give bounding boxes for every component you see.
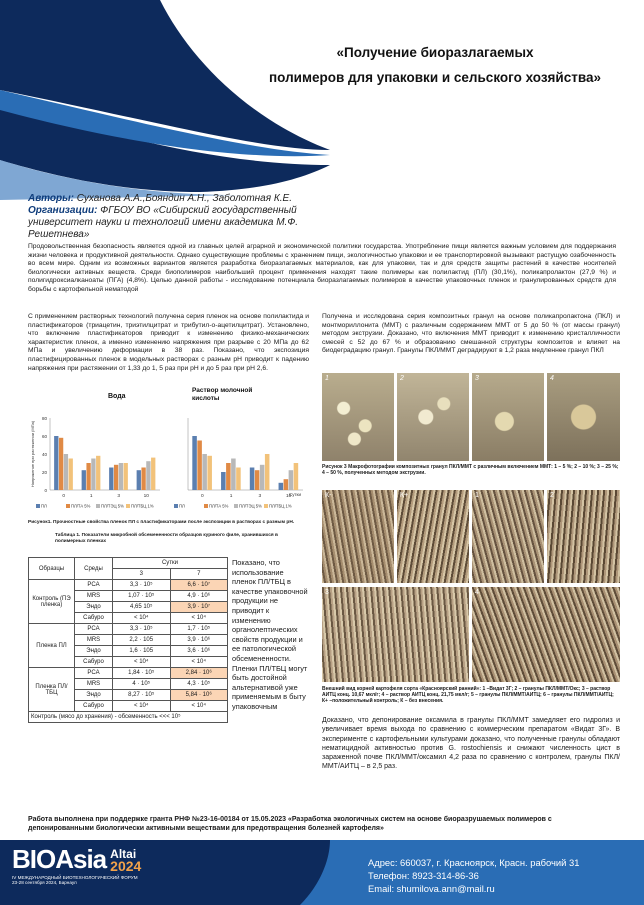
root-photo-kneg: [322, 490, 394, 583]
chart-bar: [119, 463, 123, 490]
chart-legend-swatch: [264, 504, 268, 508]
chart-bar: [54, 436, 58, 490]
table-cell-day3: < 10⁴: [113, 701, 171, 712]
chart-bar: [260, 465, 265, 490]
logo-bioasia: BIOAsia: [12, 844, 107, 874]
table-cell-medium: PCA: [75, 580, 113, 591]
chart-xtick-label: 10: [143, 494, 149, 499]
table-cell-day7: < 10⁴: [170, 657, 228, 668]
chart-legend-label: ПЛ: [179, 503, 185, 509]
chart-xlabel: Сутки: [288, 492, 301, 497]
chart-bar: [69, 459, 73, 491]
chart-legend-label: ПЛ/ТЭЦ 5%: [101, 503, 124, 509]
th-samples: Образцы: [29, 558, 75, 580]
chart-bar: [207, 456, 212, 490]
granule-photo-1: [322, 373, 394, 461]
chart-bar: [64, 454, 68, 490]
th-day3: 3: [113, 569, 171, 580]
root-label-1: 1: [475, 492, 479, 499]
table-cell-medium: Сабуро: [75, 701, 113, 712]
table-cell-day3: 8,27 · 10⁵: [113, 690, 171, 701]
chart-bar: [289, 470, 294, 490]
chart-bar: [192, 436, 197, 490]
root-photo-4: [472, 587, 620, 682]
tensile-strength-charts: [28, 380, 309, 520]
contact-phone: Телефон: 8923-314-86-36: [368, 870, 479, 881]
table-cell-day3: 4 · 10⁵: [113, 679, 171, 690]
table-cell-day7: 3,6 · 10⁶: [170, 646, 228, 657]
chart-xtick-label: 10: [285, 494, 292, 499]
root-label-3: 3: [325, 589, 329, 596]
th-day7: 7: [170, 569, 228, 580]
forum-dates: 23-28 сентября 2024, Барнаул: [12, 880, 77, 885]
table-group-name: Пленка ПЛ: [29, 624, 75, 668]
chart-legend-swatch: [174, 504, 178, 508]
chart-title: Раствор молочной кислоты: [192, 387, 253, 402]
table-cell-day3: 1,84 · 10⁵: [113, 668, 171, 679]
table-cell-day3: 1,07 · 10⁵: [113, 591, 171, 602]
table-cell-day7: 4,3 · 10⁵: [170, 679, 228, 690]
table-cell-medium: MRS: [75, 679, 113, 690]
table-cell-day7: < 10⁴: [170, 701, 228, 712]
root-photo-3: [322, 587, 469, 682]
chart-bar: [226, 463, 231, 490]
table-cell-day7: 6,6 · 10⁷: [170, 580, 228, 591]
table-cell-day7: 5,84 · 10⁶: [170, 690, 228, 701]
granule-photo-3: [472, 373, 544, 461]
chart-ytick-label: 80: [41, 416, 47, 421]
chart-legend-swatch: [234, 504, 238, 508]
forum-logo: [12, 846, 232, 885]
table-cell-day7: 2,84 · 10⁶: [170, 668, 228, 679]
table-cell-medium: Сабуро: [75, 657, 113, 668]
root-photo-2: [547, 490, 620, 583]
chart-legend-swatch: [36, 504, 40, 508]
table-cell-medium: PCA: [75, 668, 113, 679]
chart-bar: [124, 463, 128, 490]
chart-bar: [236, 468, 241, 491]
chart-legend-label: ПЛ/ТБЦ 1%: [269, 503, 292, 509]
title-line-1: «Получение биоразлагаемых: [336, 45, 534, 60]
table-group-name: Пленка ПЛ/ТБЦ: [29, 668, 75, 712]
intro-paragraph: Продовольственная безопасность является одной из главных целей аграрной и экономической политики государства. Употребление пищи является важным условием для поддержания жизни человека и продуктивной деятельности. Однако существующие проблемы с хранением пищи, экологичностью упаковки и ее транспортировкой вызывают растущую озабоченность во всем мире. Одним из возможных вариантов является разработка биоразлагаемых материалов, как для упаковки, так и для средств защиты растений в качестве носителей биологически активных веществ. Среди биополимеров наибольший процент применения находят такие полимеры как полилактид (ПЛ) (30,1%), поликапролактон (27,9 %) и полигидроксиалканоаты (ПГА) (4,8%). Целью данной работы - исследование потенциала биоразлагаемых полимеров в качестве упаковочных пленок и гранулированных средств для борьбы с картофельной нематодой: [28, 243, 616, 293]
chart-bar: [221, 472, 226, 490]
funding-note: Работа выполнена при поддержке гранта РНФ №23-16-00184 от 15.05.2023 «Разработка экологичных систем на основе биоразрушаемых полимеров с депонированными биологически активными веществами для предотвращения болезней картофеля»: [28, 816, 552, 832]
table-cell-day3: < 10⁴: [113, 657, 171, 668]
chart-ylabel: Напряжение при растяжении (МПа): [30, 420, 35, 488]
root-label-4: 4: [475, 589, 479, 596]
table-cell-medium: MRS: [75, 591, 113, 602]
granule-label-3: 3: [475, 375, 479, 382]
logo-altai: Altai: [110, 847, 137, 861]
chart-ytick-label: 0: [44, 488, 47, 493]
chart-xtick-label: 3: [258, 494, 262, 499]
root-photo-kpos: [397, 490, 469, 583]
table-cell-day7: 1,7 · 10⁵: [170, 624, 228, 635]
chart-legend-label: ПЛ/ТБЦ 1%: [131, 503, 154, 509]
table-cell-day7: 4,9 · 10⁶: [170, 591, 228, 602]
contact-block: [368, 856, 638, 895]
poster-title: [250, 40, 620, 90]
chart-legend-label: ПЛ/ТЭЦ 5%: [239, 503, 262, 509]
chart-legend-label: ПЛ: [41, 503, 47, 509]
chart-bar: [141, 468, 145, 491]
chart-xtick-label: 3: [117, 494, 121, 499]
chart-bar: [255, 470, 260, 490]
microbial-table: [28, 557, 228, 723]
title-line-2: полимеров для упаковки и сельского хозяйства»: [269, 70, 601, 85]
right-paragraph: Получена и исследована серия композитных гранул на основе поликапролактона (ПКЛ) и монтмориллонита (ММТ) с различным содержанием ММТ от 5 до 50 % (от массы гранул) методом экструзии. Доказано, что включения ММТ приводит к изменению кристалличности смесей с 52 до 67 % и образованию смешанной структуры композитов и влияет на биодеградацию гранул. Гранулы ПКЛ/ММТ деградируют в 1,2 раза медленнее гранул ПКЛ: [322, 313, 620, 355]
table-caption: Таблица 1. Показатели микробной обсемененности образцов куриного филе, хранившихся в полимерных пленках: [55, 533, 278, 544]
side-paragraph: Показано, что использование пленок ПЛ/ТБЦ в качестве упаковочной продукции не приводит к изменению органолептических свойств продукции и ее патологической обсемененности. Пленки ПЛ/ТБЦ могут быть достойной альтернативой уже применяемым в быту упаковочным: [232, 558, 308, 711]
org-label: Организации:: [28, 205, 98, 216]
chart-bar: [197, 441, 202, 491]
table-cell-day7: 3,9 · 10⁶: [170, 635, 228, 646]
chart-xtick-label: 0: [62, 494, 66, 499]
granule-label-4: 4: [550, 375, 554, 382]
chart-bar: [114, 465, 118, 490]
granule-photo-2: [397, 373, 469, 461]
chart-bar: [86, 463, 90, 490]
table-cell-day3: 3,3 · 10⁵: [113, 624, 171, 635]
bottom-paragraph: Доказано, что депонирование оксамила в гранулы ПКЛ/ММТ замедляет его гидролиз и увеличивает время выхода по сравнению с коммерческим препаратом «Видат 3Г». В эксперименте с картофельными культурами доказано, что полученные гранулы обладают нематицидной активностью против G. rostochiensis и снижают численность цист в зараженной почве ПКЛ/ММТ/оксамил 4,2 раза по сравнению с контролем, гранулы ПКЛ/ММТ/АИТЦ – в 2,5 раз.: [322, 717, 620, 771]
org-value: ФГБОУ ВО «Сибирский государственный университет науки и технологий имени академика М.Ф. Решетнева»: [28, 205, 299, 240]
chart-ytick-label: 20: [41, 470, 47, 475]
contact-address: Адрес: 660037, г. Красноярск, Красн. рабочий 31: [368, 857, 580, 868]
contact-email[interactable]: Email: shumilova.ann@mail.ru: [368, 883, 495, 894]
chart-ytick-label: 40: [41, 452, 47, 457]
chart-bar: [137, 470, 141, 490]
table-cell-day7: 3,9 · 10⁷: [170, 602, 228, 613]
chart-bar: [265, 454, 270, 490]
table-cell-day3: 1,6 · 105: [113, 646, 171, 657]
th-days: Сутки: [113, 558, 228, 569]
table-group-name: Контроль (ПЭ пленка): [29, 580, 75, 624]
chart-xtick-label: 1: [89, 494, 93, 499]
table-footnote: Контроль (мясо до хранения) - обсеменность <<< 10⁵: [29, 712, 228, 723]
left-paragraph: С применением растворных технологий получена серия пленок на основе полилактида и пластификаторов (триацетин, триэтилцитрат и трибутил-о-ацетилцитрат). Установлено, что включение пластификаторов приводит к изменению физико-механических характеристик пленок, а именно изменению напряжения при разрыве с 20 МПа до 62 МПа и увеличению деформации в 38 раз. Показано, что экспозиция пластифицированных пленок в модельных растворах с разным pH приводит к падению напряжения при растяжении от 1,33 до 1, 5 раз при pH и до 5 раз при pH 2,6.: [28, 313, 309, 372]
chart-bar: [250, 468, 255, 491]
table-cell-medium: Эндо: [75, 602, 113, 613]
table-row: [29, 580, 228, 591]
chart-bar: [59, 438, 63, 490]
root-label-kneg: К-: [325, 492, 332, 499]
root-photo-1: [472, 490, 544, 583]
chart-legend-swatch: [204, 504, 208, 508]
table-cell-day3: 3,3 · 10⁵: [113, 580, 171, 591]
granule-photos: [322, 373, 620, 461]
header-swoosh: [0, 0, 644, 200]
authors-label: Авторы:: [28, 193, 74, 204]
table-cell-medium: Эндо: [75, 690, 113, 701]
chart-bar: [146, 461, 150, 490]
logo-year: 2024: [110, 858, 142, 874]
chart-bar: [109, 468, 113, 491]
chart-bar: [231, 459, 236, 491]
table-cell-day3: < 10⁴: [113, 613, 171, 624]
chart-bar: [294, 463, 299, 490]
roots-caption: Внешний вид корней картофеля сорта «Красноярский ранний»: 1 –Видат 3Г; 2 – гранулы ПКЛ/ММТ/Окс; 3 – раствор АИТЦ конц. 10,67 мкл/г; 4 – раствор АИТЦ конц. 21,75 мкл/г; 5 – гранулы ПКЛ/ММТ/АИТЦ; 6 – гранулы ПКЛ/ММТ/АИТЦ; К+ –положительный контроль; К – без внесения.: [322, 686, 614, 704]
chart-legend-label: ПЛ/ТА 5%: [209, 503, 229, 509]
granule-label-2: 2: [400, 375, 404, 382]
chart-legend-label: ПЛ/ТА 5%: [71, 503, 91, 509]
table-cell-medium: PCA: [75, 624, 113, 635]
chart-ytick-label: 60: [41, 434, 47, 439]
root-photos: [322, 490, 620, 682]
figure1-caption: Рисунок1. Прочностные свойства пленок ПЛ с пластификаторами после экспозиции в растворах с разным pH.: [28, 520, 295, 525]
chart-legend-swatch: [66, 504, 70, 508]
granule-photo-4: [547, 373, 620, 461]
chart-bar: [284, 479, 289, 490]
figure3-caption: Рисунок 3 Макрофотографии композитных гранул ПКЛ/ММТ с различным включением ММТ: 1 – 5 %; 2 – 10 %; 3 – 25 %; 4 – 50 %, полученных методом экструзии.: [322, 464, 619, 476]
chart-bar: [82, 470, 86, 490]
table-row: [29, 668, 228, 679]
root-label-kpos: К+: [400, 492, 409, 499]
table-cell-medium: Сабуро: [75, 613, 113, 624]
forum-name: IV МЕЖДУНАРОДНЫЙ БИОТЕХНОЛОГИЧЕСКИЙ ФОРУМ: [12, 875, 138, 880]
chart-legend-swatch: [96, 504, 100, 508]
root-label-2: 2: [550, 492, 554, 499]
chart-legend-swatch: [126, 504, 130, 508]
chart-title: Вода: [108, 393, 126, 400]
table-cell-day3: 2,2 · 105: [113, 635, 171, 646]
chart-xtick-label: 0: [201, 494, 204, 499]
chart-bar: [91, 459, 95, 491]
table-row: [29, 624, 228, 635]
chart-bar: [96, 456, 100, 490]
chart-bar: [151, 458, 155, 490]
th-media: Среды: [75, 558, 113, 580]
chart-bar: [202, 454, 207, 490]
authors-block: [28, 193, 358, 241]
table-cell-day3: 4,65 10⁵: [113, 602, 171, 613]
chart-bar: [279, 483, 284, 490]
table-cell-day7: < 10⁴: [170, 613, 228, 624]
table-cell-medium: Эндо: [75, 646, 113, 657]
authors-value: Суханова А.А.,Бояндин А.Н., Заболотная К.Е.: [76, 193, 292, 204]
table-cell-medium: MRS: [75, 635, 113, 646]
chart-xtick-label: 1: [229, 494, 233, 499]
granule-label-1: 1: [325, 375, 329, 382]
